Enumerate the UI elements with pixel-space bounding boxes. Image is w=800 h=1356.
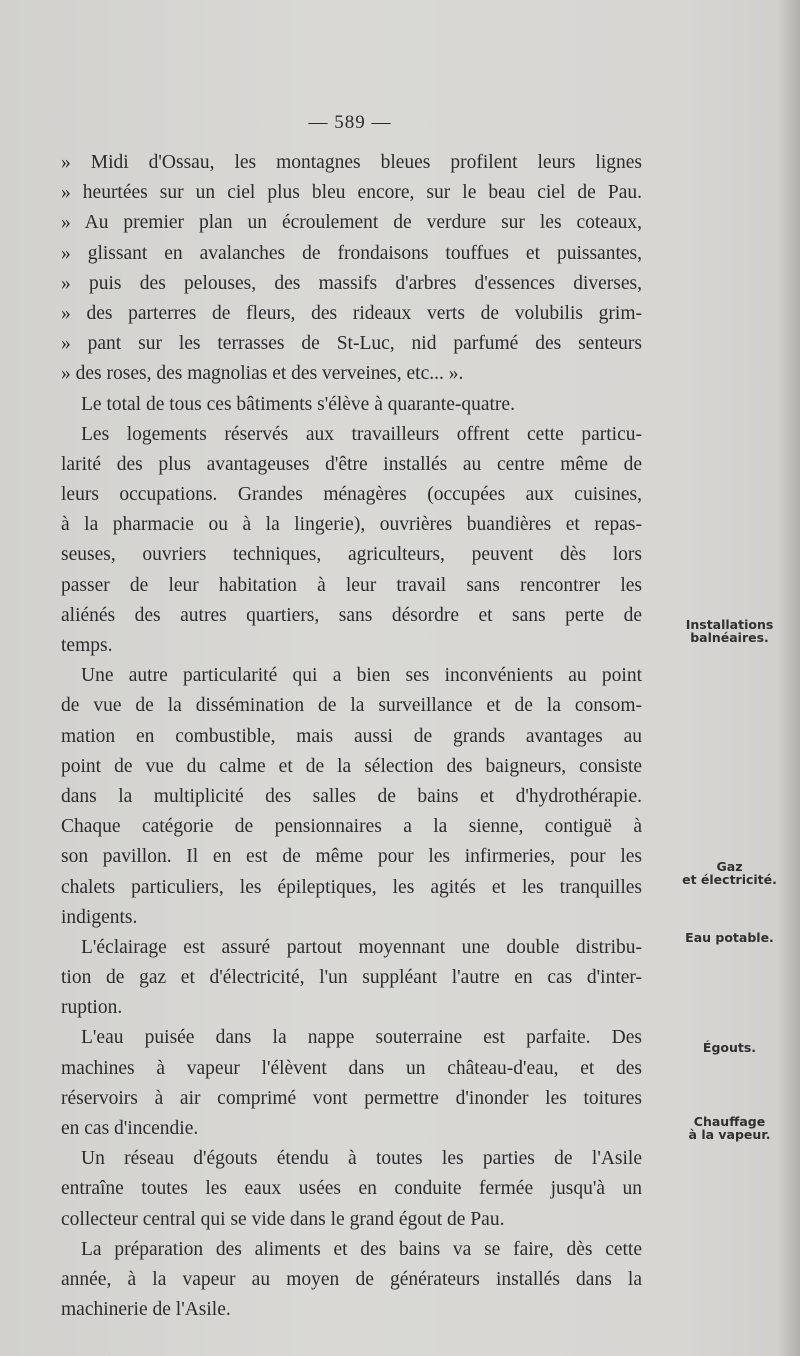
- text-line: Un réseau d'égouts étendu à toutes les parties de l'Asile: [81, 1148, 642, 1170]
- text-line: Une autre particularité qui a bien ses inconvénients au point: [81, 665, 642, 687]
- text-line: L'eau puisée dans la nappe souterraine est parfaite. Des: [81, 1027, 642, 1049]
- margin-note-gaz: [662, 860, 797, 886]
- margin-note-line: et électricité.: [682, 872, 777, 887]
- text-line: indigents.: [61, 906, 138, 928]
- text-line: aliénés des autres quartiers, sans désordre et sans perte de: [61, 604, 642, 626]
- text-line: Les logements réservés aux travailleurs offrent cette particu-: [81, 423, 642, 445]
- text-line: L'éclairage est assuré partout moyennant une double distribu-: [81, 936, 642, 958]
- text-line: seuses, ouvriers techniques, agriculteurs, peuvent dès lors: [61, 544, 642, 566]
- text-line: » glissant en avalanches de frondaisons touffues et puissantes,: [61, 242, 642, 264]
- text-line: larité des plus avantageuses d'être installés au centre même de: [61, 453, 642, 475]
- body-text: [61, 148, 642, 1325]
- text-line: Le total de tous ces bâtiments s'élève à quarante-quatre.: [81, 393, 515, 415]
- margin-note-chauffage: [662, 1115, 797, 1141]
- text-line: » des roses, des magnolias et des verveines, etc... ».: [61, 363, 464, 385]
- margin-note-line: Installations: [685, 617, 774, 632]
- text-line: ruption.: [61, 997, 123, 1019]
- text-line: » Au premier plan un écroulement de verdure sur les coteaux,: [61, 212, 642, 234]
- page-number: — 589 —: [308, 112, 392, 133]
- text-line: son pavillon. Il en est de même pour les infirmeries, pour les: [61, 846, 642, 868]
- text-line: machinerie de l'Asile.: [61, 1299, 231, 1321]
- margin-note-line: à la vapeur.: [688, 1127, 771, 1142]
- text-line: collecteur central qui se vide dans le grand égout de Pau.: [61, 1208, 505, 1230]
- text-line: » des parterres de fleurs, des rideaux verts de volubilis grim-: [61, 302, 642, 324]
- text-line: Chaque catégorie de pensionnaires a la sienne, contiguë à: [61, 816, 642, 838]
- margin-note-installations: [662, 618, 797, 644]
- text-line: machines à vapeur l'élèvent dans un château-d'eau, et des: [61, 1057, 642, 1079]
- margin-note-egouts: [662, 1041, 797, 1054]
- text-line: » Midi d'Ossau, les montagnes bleues profilent leurs lignes: [61, 152, 642, 173]
- text-line: passer de leur habitation à leur travail sans rencontrer les: [61, 574, 642, 596]
- text-line: à la pharmacie ou à la lingerie), ouvrières buandières et repas-: [61, 514, 642, 536]
- text-line: tion de gaz et d'électricité, l'un suppléant l'autre en cas d'inter-: [61, 967, 642, 989]
- text-line: dans la multiplicité des salles de bains et d'hydrothérapie.: [61, 785, 642, 807]
- text-line: leurs occupations. Grandes ménagères (occupées aux cuisines,: [61, 484, 642, 506]
- text-line: point de vue du calme et de la sélection des baigneurs, consiste: [61, 755, 642, 777]
- text-line: entraîne toutes les eaux usées en conduite fermée jusqu'à un: [61, 1178, 642, 1200]
- page-edge-shadow: [778, 0, 800, 1356]
- margin-note-line: Gaz: [716, 859, 743, 874]
- text-line: réservoirs à air comprimé vont permettre d'inonder les toitures: [61, 1087, 642, 1109]
- text-line: chalets particuliers, les épileptiques, les agités et les tranquilles: [61, 876, 642, 898]
- text-line: » puis des pelouses, des massifs d'arbres d'essences diverses,: [61, 272, 642, 294]
- text-line: mation en combustible, mais aussi de grands avantages au: [61, 725, 642, 747]
- margin-note-line: Chauffage: [693, 1114, 766, 1129]
- text-line: temps.: [61, 635, 113, 656]
- text-line: en cas d'incendie.: [61, 1118, 199, 1139]
- text-line: » heurtées sur un ciel plus bleu encore, sur le beau ciel de Pau.: [61, 182, 642, 204]
- text-line: La préparation des aliments et des bains va se faire, dès cette: [81, 1238, 642, 1260]
- margin-note-line: Eau potable.: [685, 930, 774, 945]
- text-line: » pant sur les terrasses de St-Luc, nid parfumé des senteurs: [61, 333, 642, 355]
- margin-note-eau: [662, 931, 797, 944]
- margin-note-line: Égouts.: [702, 1040, 757, 1055]
- text-line: année, à la vapeur au moyen de générateurs installés dans la: [61, 1268, 642, 1290]
- text-line: de vue de la dissémination de la surveillance et de la consom-: [61, 695, 642, 717]
- margin-note-line: balnéaires.: [690, 630, 769, 645]
